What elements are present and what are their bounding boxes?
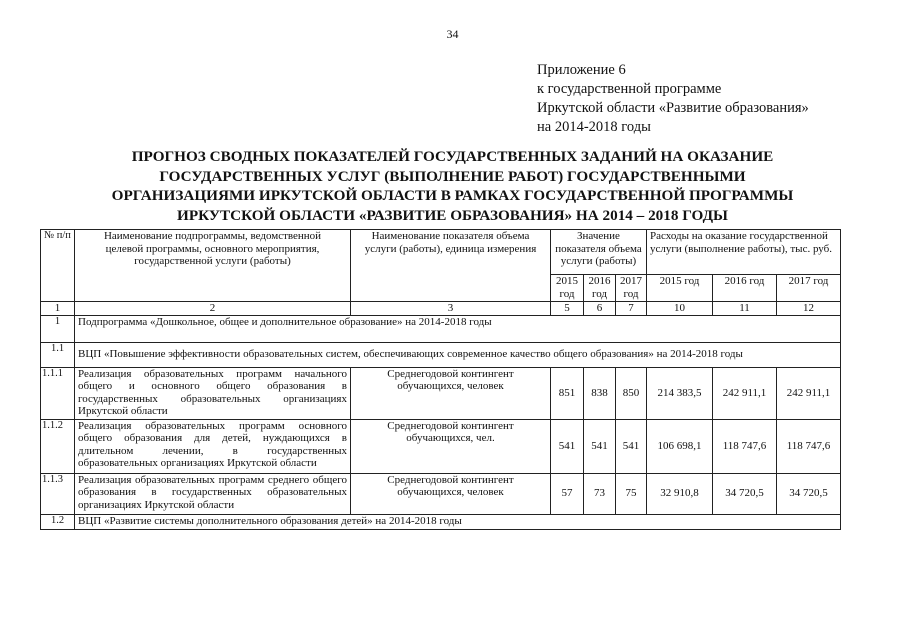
column-number-row: [41, 302, 841, 316]
document-title: [40, 147, 865, 225]
table-row: [41, 419, 841, 473]
header-row: [41, 230, 841, 275]
row-value-2016: 73: [584, 473, 616, 514]
column-number: 12: [777, 302, 841, 316]
column-number: 3: [351, 302, 551, 316]
section-row: [41, 342, 841, 367]
appendix-line: на 2014-2018 годы: [537, 119, 651, 135]
title-line: ПРОГНОЗ СВОДНЫХ ПОКАЗАТЕЛЕЙ ГОСУДАРСТВЕННЫХ ЗАДАНИЙ НА ОКАЗАНИЕ: [131, 148, 774, 165]
row-expense-2016: 118 747,6: [713, 419, 777, 473]
row-expense-2015: 214 383,5: [647, 367, 713, 419]
appendix-note: [537, 61, 809, 137]
appendix-line: Иркутской области «Развитие образования»: [537, 100, 809, 116]
row-expense-2016: 34 720,5: [713, 473, 777, 514]
row-name: Реализация образовательных программ начального общего и основного общего образования в государственных образовательных организациях Иркутской области: [75, 367, 351, 419]
section-row: [41, 315, 841, 342]
row-value-2015: 57: [551, 473, 584, 514]
row-expense-2017: 118 747,6: [777, 419, 841, 473]
column-number: 10: [647, 302, 713, 316]
section-title: ВЦП «Повышение эффективности образовательных систем, обеспечивающих современное качество общего образования» на 2014-2018 годы: [75, 342, 841, 367]
title-line: ГОСУДАРСТВЕННЫХ УСЛУГ (ВЫПОЛНЕНИЕ РАБОТ) ГОСУДАРСТВЕННЫМИ: [159, 167, 746, 185]
header-value-2016: 2016 год: [584, 275, 616, 302]
row-indicator: Среднегодовой контингент обучающихся, человек: [351, 473, 551, 514]
row-value-2015: 541: [551, 419, 584, 473]
row-number: 1.1.1: [41, 367, 75, 419]
page-number: 34: [446, 27, 459, 41]
forecast-table: [40, 229, 841, 530]
header-num: № п/п: [41, 230, 75, 302]
column-number: 5: [551, 302, 584, 316]
row-number: 1.1.3: [41, 473, 75, 514]
column-number: 7: [616, 302, 647, 316]
row-indicator: Среднегодовой контингент обучающихся, человек: [351, 367, 551, 419]
appendix-line: Приложение 6: [537, 62, 626, 78]
section-title: ВЦП «Развитие системы дополнительного образования детей» на 2014-2018 годы: [75, 514, 841, 529]
row-value-2017: 850: [616, 367, 647, 419]
row-expense-2016: 242 911,1: [713, 367, 777, 419]
header-value-2017: 2017 год: [616, 275, 647, 302]
column-number: 6: [584, 302, 616, 316]
header-indicator: Наименование показателя объема услуги (работы), единица измерения: [351, 230, 551, 302]
row-value-2016: 838: [584, 367, 616, 419]
table-row: [41, 473, 841, 514]
section-number: 1.1: [41, 342, 75, 367]
section-row: [41, 514, 841, 529]
section-title: Подпрограмма «Дошкольное, общее и дополнительное образование» на 2014-2018 годы: [75, 315, 841, 342]
header-expense-2015: 2015 год: [647, 275, 713, 302]
header-name: Наименование подпрограммы, ведомственной целевой программы, основного мероприятия, государственной услуги (работы): [75, 230, 351, 302]
row-value-2015: 851: [551, 367, 584, 419]
row-name: Реализация образовательных программ основного общего образования для детей, нуждающихся в длительном лечении, в государственных образовательных организациях Иркутской области: [75, 419, 351, 473]
appendix-line: к государственной программе: [537, 81, 722, 97]
header-expense-2016: 2016 год: [713, 275, 777, 302]
row-indicator: Среднегодовой контингент обучающихся, чел.: [351, 419, 551, 473]
header-value-2015: 2015 год: [551, 275, 584, 302]
row-expense-2017: 34 720,5: [777, 473, 841, 514]
header-expenses-group: Расходы на оказание государственной услуги (выполнение работы), тыс. руб.: [647, 230, 841, 275]
row-expense-2017: 242 911,1: [777, 367, 841, 419]
table-row: [41, 367, 841, 419]
title-line: ИРКУТСКОЙ ОБЛАСТИ «РАЗВИТИЕ ОБРАЗОВАНИЯ» НА 2014 – 2018 ГОДЫ: [177, 206, 728, 224]
header-values-group: Значение показателя объема услуги (работы): [551, 230, 647, 275]
column-number: 11: [713, 302, 777, 316]
header-expense-2017: 2017 год: [777, 275, 841, 302]
section-number: 1: [41, 315, 75, 342]
row-name: Реализация образовательных программ среднего общего образования в государственных образовательных организациях Иркутской области: [75, 473, 351, 514]
section-number: 1.2: [41, 514, 75, 529]
row-value-2017: 541: [616, 419, 647, 473]
row-expense-2015: 32 910,8: [647, 473, 713, 514]
row-value-2016: 541: [584, 419, 616, 473]
row-number: 1.1.2: [41, 419, 75, 473]
column-number: 1: [41, 302, 75, 316]
row-value-2017: 75: [616, 473, 647, 514]
title-line: ОРГАНИЗАЦИЯМИ ИРКУТСКОЙ ОБЛАСТИ В РАМКАХ ГОСУДАРСТВЕННОЙ ПРОГРАММЫ: [111, 187, 794, 205]
row-expense-2015: 106 698,1: [647, 419, 713, 473]
column-number: 2: [75, 302, 351, 316]
